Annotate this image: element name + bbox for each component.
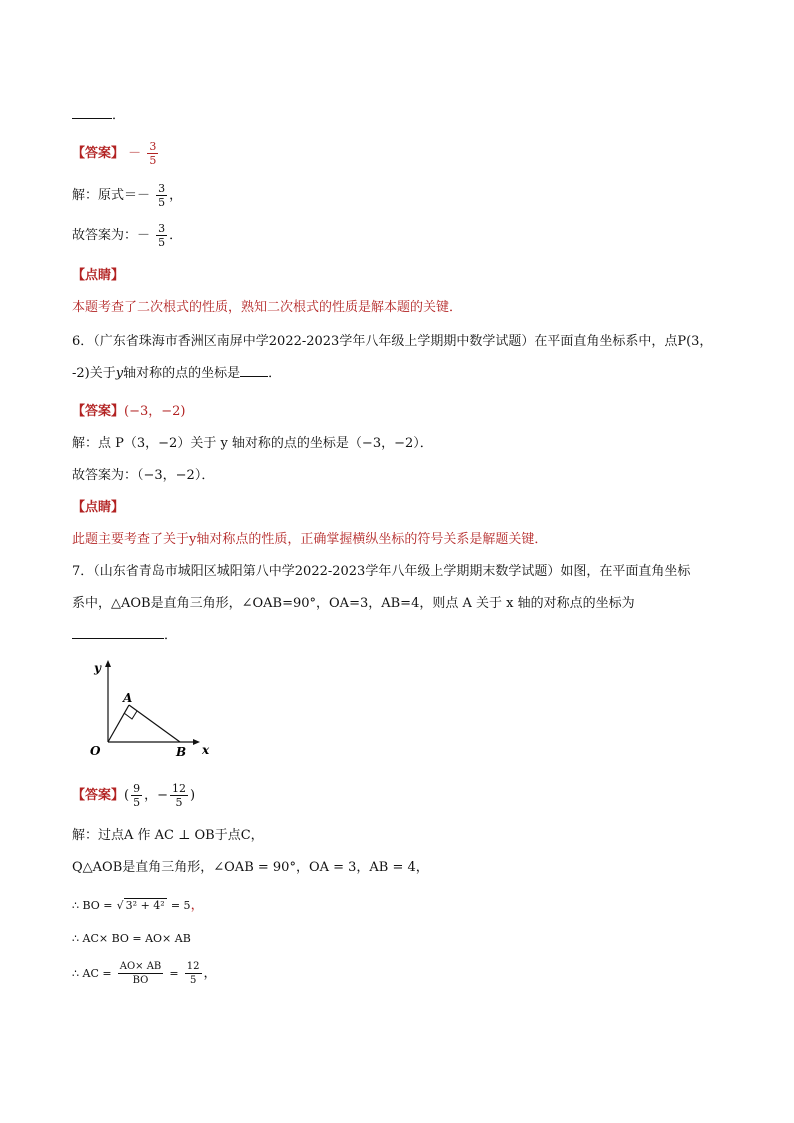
- text: ∴ BO =: [72, 899, 113, 912]
- denominator: 5: [133, 796, 141, 809]
- answer-blank: [240, 364, 268, 377]
- triangle-figure: [86, 658, 216, 758]
- answer-value: (−3，−2): [124, 404, 186, 419]
- denominator: 5: [189, 975, 197, 986]
- y-var: y: [115, 366, 124, 381]
- x-label: x: [202, 743, 210, 757]
- x-axis-arrow: [193, 739, 200, 745]
- answer-tag: 【答案】: [72, 404, 125, 419]
- ratio-fraction: [118, 960, 164, 987]
- text: = 5: [170, 899, 191, 912]
- q6-comment: 此题主要考查了关于y轴对称点的性质，正确掌握横纵坐标的符号关系是解题关键．: [72, 532, 548, 547]
- paren: ): [190, 788, 196, 803]
- sqrt-sign: √: [116, 899, 124, 912]
- comma: ，: [203, 966, 217, 981]
- equals: =: [169, 967, 179, 980]
- q7-solution-line2: Q△AOB是直角三角形，∠OAB = 90°，OA = 3，AB = 4，: [72, 860, 429, 875]
- solution-fraction: [156, 182, 167, 209]
- q7-question-line1: 7．（山东省青岛市城阳区城阳第八中学2022-2023学年八年级上学期期末数学试题）如图，在平面直角坐标: [72, 564, 691, 579]
- answer-x-fraction: [131, 782, 142, 809]
- text: ∴ AC =: [72, 967, 112, 980]
- numerator: 3: [158, 182, 166, 195]
- q5-answer-line: [72, 140, 160, 167]
- q7-question-line3: [72, 624, 177, 643]
- paren: (: [124, 788, 130, 803]
- denominator: BO: [132, 975, 149, 986]
- answer-tag: 【答案】: [72, 788, 125, 803]
- radicand: 3² + 4²: [125, 899, 165, 912]
- o-label: O: [90, 744, 101, 758]
- denominator: 5: [149, 154, 157, 167]
- q6-final: 故答案为：（−3，−2）．: [72, 468, 215, 483]
- final-answer-text: 故答案为：－: [72, 228, 151, 243]
- q7-answer-line: [72, 782, 195, 809]
- numerator: AO× AB: [119, 961, 162, 972]
- q6-comment-tag: 【点睛】: [72, 500, 125, 515]
- q6-solution: 解：点 P（3，−2）关于 y 轴对称的点的坐标是（−3，−2）．: [72, 436, 433, 451]
- q6-question-line1: 6．（广东省珠海市香洲区南屏中学2022-2023学年八年级上学期期中数学试题）在平面直角坐标系中，点P(3，: [72, 334, 713, 349]
- q7-solution-line1: 解：过点A 作 AC ⊥ OB于点C，: [72, 828, 264, 843]
- answer-sign: －: [128, 146, 142, 161]
- comma: ，: [169, 188, 183, 203]
- result-fraction: [185, 960, 202, 987]
- period: ．: [164, 628, 178, 643]
- segment-oa: [108, 705, 129, 742]
- q5-comment-tag: 【点睛】: [72, 268, 125, 283]
- numerator: 12: [186, 961, 200, 972]
- comma: ，: [190, 898, 204, 913]
- denominator: 5: [158, 196, 166, 209]
- solution-text: 解：原式＝－: [72, 188, 151, 203]
- q7-solution-line4: ∴ AC× BO = AO× AB: [72, 932, 191, 945]
- denominator: 5: [158, 236, 166, 249]
- y-label: y: [94, 661, 101, 675]
- text: 轴对称的点的坐标是: [123, 366, 241, 381]
- q6-question-line2: [72, 362, 281, 381]
- q5-final-line: [72, 222, 182, 249]
- numerator: 3: [149, 140, 157, 153]
- q6-answer-line: [72, 400, 186, 419]
- answer-blank: [72, 106, 112, 119]
- right-angle-mark: [124, 711, 137, 719]
- denominator: 5: [175, 796, 183, 809]
- answer-tag: 【答案】: [72, 146, 125, 161]
- q7-solution-line3: [72, 894, 204, 913]
- q5-solution-line: [72, 182, 182, 209]
- separator: ，−: [144, 788, 168, 803]
- y-axis-arrow: [105, 660, 111, 667]
- answer-y-fraction: [170, 782, 188, 809]
- top-blank-line: [72, 104, 125, 123]
- numerator: 3: [158, 222, 166, 235]
- a-label: A: [123, 691, 133, 705]
- final-fraction: [156, 222, 167, 249]
- period: ．: [169, 228, 183, 243]
- q7-solution-line5: [72, 960, 217, 987]
- answer-fraction: [147, 140, 158, 167]
- text: -2)关于: [72, 366, 116, 381]
- q5-comment: 本题考查了二次根式的性质，熟知二次根式的性质是解本题的关键．: [72, 300, 463, 315]
- numerator: 12: [172, 782, 186, 795]
- answer-blank: [72, 626, 164, 639]
- q7-question-line2: 系中，△AOB是直角三角形，∠OAB=90°，OA=3，AB=4，则点 A 关于 x 轴的对称点的坐标为: [72, 596, 635, 611]
- period: ．: [268, 366, 282, 381]
- segment-ab: [129, 705, 180, 742]
- numerator: 9: [133, 782, 141, 795]
- period: ．: [112, 108, 126, 123]
- b-label: B: [176, 745, 187, 758]
